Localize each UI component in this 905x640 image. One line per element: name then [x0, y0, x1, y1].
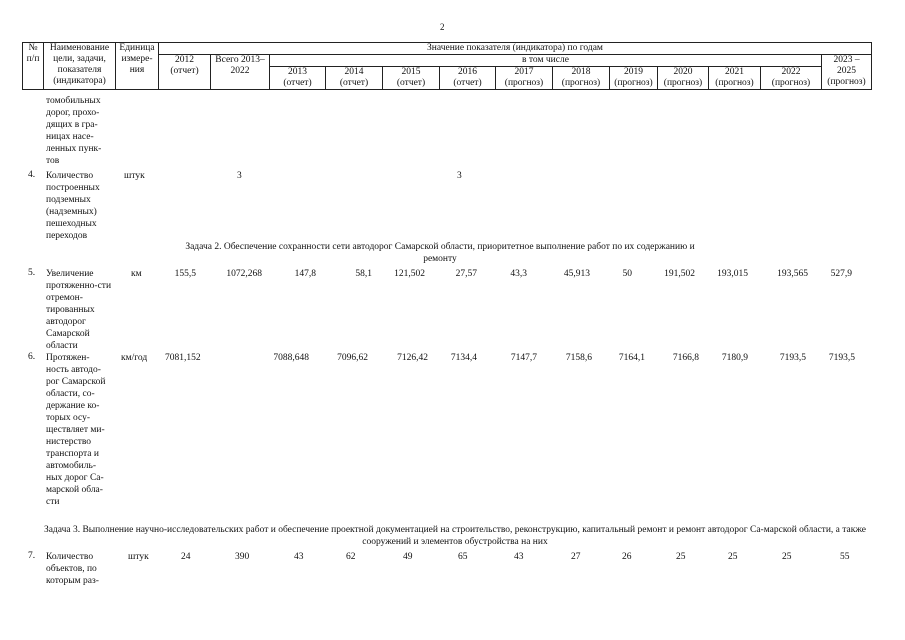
header-year-label: 2022 [781, 67, 801, 77]
header-2012: 2012 (отчет) [159, 55, 211, 90]
value-2020: 191,502 [664, 269, 695, 279]
indicator-name: Количество построенных подземных (надземных) пешеходных переходов [46, 171, 100, 241]
value-2017: 43,3 [510, 269, 527, 279]
indicator-name: Увеличение протяженно-сти отремон-тированных автодорог Самарской области [46, 269, 112, 351]
unit: км [131, 269, 142, 279]
header-year [383, 67, 440, 90]
header-year-type: (отчет) [453, 78, 482, 88]
header-unit: Единица измере-ния [116, 43, 159, 90]
value-2013: 7088,648 [273, 353, 309, 363]
task-3-heading: Задача 3. Выполнение научно-исследовательских работ и обеспечение проектной документацией на строительство, реконструкцию, капитальный ремонт и ремонт автодорог Са-марской области, а также сооружений и элементов обустройства на них [43, 525, 867, 547]
header-year-label: 2018 [571, 67, 591, 77]
value-2021: 7180,9 [721, 353, 748, 363]
value-2023: 527,9 [830, 269, 852, 279]
value-2020: 25 [676, 552, 686, 562]
header-year [496, 67, 553, 90]
header-year [658, 67, 709, 90]
indicator-name: Протяжен-ность автодо-рог Самарской области, со-держание ко-торых осу-ществляет ми-нистерство транспорта и автомобиль-ных дорог Са-марской обла-сти [46, 353, 106, 507]
header-year-label: 2020 [673, 67, 693, 77]
value-2017: 7147,7 [510, 353, 537, 363]
value-2014: 58,1 [355, 269, 372, 279]
header-year [709, 67, 761, 90]
value-2012: 155,5 [174, 269, 196, 279]
value-2019: 26 [622, 552, 632, 562]
header-year [761, 67, 822, 90]
unit: штук [128, 552, 149, 562]
value-2013: 147,8 [294, 269, 316, 279]
continued-name: томобильных дорог, прохо-дящих в гра-ницах насе-ленных пунк-тов [46, 96, 102, 166]
header-2023: 2023 – 2025 (прогноз) [822, 55, 872, 90]
header-year-label: 2017 [514, 67, 534, 77]
task-2-heading: Задача 2. Обеспечение сохранности сети автодорог Самарской области, приоритетное выполнение работ по их содержанию и ремонту [185, 242, 695, 264]
header-incl: в том числе [270, 55, 822, 67]
header-year [553, 67, 610, 90]
value-2023: 55 [840, 552, 850, 562]
value-2021: 25 [728, 552, 738, 562]
page-number: 2 [440, 22, 445, 32]
unit: штук [124, 171, 145, 181]
value-2018: 27 [571, 552, 581, 562]
header-year-label: 2015 [401, 67, 421, 77]
header-year-type: (прогноз) [715, 78, 754, 88]
value-total: 1072,268 [226, 269, 262, 279]
header-year-type: (прогноз) [561, 78, 601, 88]
header-values: Значение показателя (индикатора) по годам [159, 43, 872, 55]
value-total: 390 [235, 552, 250, 562]
value-2022: 25 [782, 552, 792, 562]
value-2016: 65 [458, 552, 468, 562]
header-name: Наименование цели, задачи, показателя (индикатора) [44, 43, 116, 90]
row-number: 5. [28, 268, 36, 278]
header-year [440, 67, 496, 90]
value-2021: 193,015 [717, 269, 748, 279]
value-2016: 3 [457, 171, 462, 181]
value-2015: 7126,42 [397, 353, 428, 363]
value-2016: 7134,4 [450, 353, 477, 363]
header-year-type: (отчет) [396, 78, 426, 88]
value-2022: 7193,5 [779, 353, 806, 363]
value-2019: 7164,1 [618, 353, 645, 363]
table-header [22, 42, 872, 90]
row-number: 7. [28, 551, 36, 561]
indicator-name: Количество объектов, по которым раз- [46, 552, 99, 586]
header-year [270, 67, 326, 90]
header-year [610, 67, 658, 90]
header-year [326, 67, 383, 90]
header-year-type: (прогноз) [614, 78, 653, 88]
unit: км/год [121, 353, 148, 363]
row-number: 4. [28, 170, 36, 180]
header-year-label: 2021 [725, 67, 744, 77]
value-2022: 193,565 [777, 269, 808, 279]
value-2014: 7096,62 [337, 353, 368, 363]
header-year-type: (отчет) [283, 78, 312, 88]
value-2013: 43 [294, 552, 304, 562]
value-2014: 62 [346, 552, 356, 562]
value-2015: 49 [403, 552, 413, 562]
header-year-type: (прогноз) [504, 78, 544, 88]
value-2015: 121,502 [394, 269, 425, 279]
header-year-label: 2013 [288, 67, 307, 77]
header-year-label: 2014 [344, 67, 364, 77]
value-2012: 24 [181, 552, 191, 562]
value-2012: 7081,152 [165, 353, 201, 363]
header-no: № п/п [23, 43, 44, 90]
header-year-type: (прогноз) [663, 78, 703, 88]
value-2020: 7166,8 [672, 353, 699, 363]
header-year-type: (отчет) [339, 78, 369, 88]
value-2018: 45,913 [563, 269, 590, 279]
header-year-label: 2019 [624, 67, 643, 77]
value-2019: 50 [622, 269, 632, 279]
header-year-label: 2016 [458, 67, 477, 77]
value-2017: 43 [514, 552, 524, 562]
value-2023: 7193,5 [828, 353, 855, 363]
header-year-type: (прогноз) [771, 78, 811, 88]
value-total: 3 [237, 171, 242, 181]
row-number: 6. [28, 352, 36, 362]
value-2018: 7158,6 [565, 353, 592, 363]
value-2016: 27,57 [455, 269, 477, 279]
header-total: Всего 2013–2022 [211, 55, 270, 90]
